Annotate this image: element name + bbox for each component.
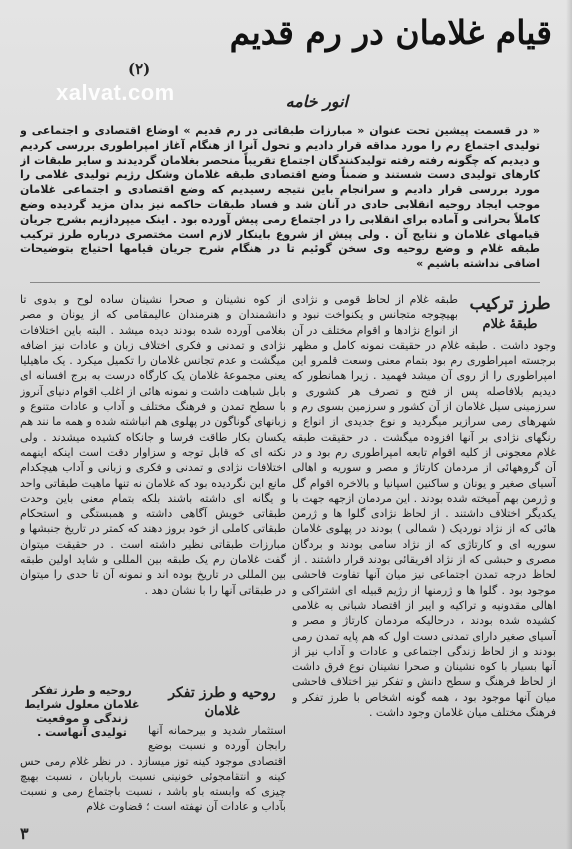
author-name: انور خامه — [285, 92, 348, 111]
page-number: ۳ — [20, 824, 29, 843]
left-bottom-section — [20, 684, 286, 822]
left-column — [20, 292, 286, 822]
right-column — [292, 292, 556, 832]
section-lead: روحیه و طرز تفکر غلامان معلول شرایط زندگی و موقعیت تولیدی آنهاست . — [24, 684, 140, 739]
body-text: طبقه غلام از لحاظ قومی و نژادی بهیچوجه متجانس و یکنواخت نبود و از انواع نژادها و اقوام مختلف در آن وجود داشت . طبقه غلام در حقیقت نمونه کامل و مظهر برجسته امپراطوری رم بود بتمام معنی وسعت قلمرو این امپراطوری را از روی آن میشد فهمید . زیرا همانطور که دیدیم بلافاصله پس از فتح و تصرف هر کشوری و سرزمینی سیل غلامان از آن کشور و سرزمین بسوی رم و شهرهای رمی سرازیر میگردید و نوع جدیدی از انواع و رنگهای نژادی بر آنها افزوده میگشت . در حقیقت طبقه غلام معجونی از کلیه اقوام تابعه امپراطوری رم بود و در آن گروههائی از مردمان کارتاژ و مصر و سوریه و اهالی آسیای صغیر و یونان و ساکنین اسپانیا و بالاخره اقوام گل و ژرمن بهم آمیخته شده بودند . این مردمان ازجهه جهت با یکدیگر اختلاف داشتند . از لحاظ نژادی گلوا ها و ژرمن هائی که از نژاد نوردیک ( شمالی ) بودند در پهلوی غلامان سوریه ای و کارتاژی که از نژاد سامی بودند و بردگان مصری و حبشی که از نژاد افریقائی بودند قرار داشتند . از لحاظ درجه تمدن اجتماعی نیز میان آنها تفاوت فاحشی موجود بود . گلوا ها و ژرمنها از رژیم قبیله ای اشتراکی و اهالی مقدونیه و تراکیه و ایبر از اقتصاد شبانی به غلامی کشیده شده بودند ، درحالیکه مردمان کارتاژ و مصر و آسیای صغیر دارای تمدنی دست اول که هم پایه تمدن رمی بودند و از لحاظ زندگی اجتماعی و عادات و آداب نیز از آنها بسیار با کوه نشینان و صحرا نشینان نوع فرق داشت از لحاظ فرهنگ و سطح دانش و تفکر نیز اختلاف فاحشی میان آنها موجود بود ، همه گونه اشخاص با طرز تفکر و فرهنگ مختلف میان غلامان وجود داشت . — [292, 293, 556, 720]
page-edge-shadow — [566, 0, 572, 849]
subheading-mentality — [158, 684, 286, 721]
article-title: قیام غلامان در رم قدیم — [229, 13, 552, 52]
subheading-line: طبقهٔ غلام — [482, 317, 538, 332]
divider — [30, 282, 540, 283]
intro-summary: « در قسمت پیشین تحت عنوان « مبارزات طبقاتی در رم قدیم » اوضاع اقتصادی و اجتماعی و تولیدی اجتماع رم را مورد مداقه قرار دادیم و تحول آنرا از هنگام آغاز امپراطوری بررسی کردیم و دیدیم که چگونه رفته رفته تولیدکنندگان اجتماع تقریباً منحصر بغلامان گردیدند و سایر طبقات از کارهای تولیدی دست شستند و ضمناً وضع اقتصادی طبقه غلامان وشکل رژیم تولیدی غلامی را مورد بررسی قرار دادیم و سرانجام باین نتیجه رسیدیم که وضع اقتصادی و اجتماعی غلامان موجب ایجاد روحیه انقلابی حادی در آنان شد و فساد طبقات حاکمه نیز بدان مزید گردیده وضع کاملاً بحرانی و آماده برای انقلابی را در اجتماع رمی پیش آورده بود . اینک میپردازیم بشرح جریان قیامهای غلامان و نتایج آن . ولی پیش از شروع باینکار لازم است مختصری درباره طرز ترکیب طبقه غلام و وضع روحیه وی سخن گوئیم تا در هنگام شرح جریان قیامها احتیاج بتوضیحات اضافی نداشته باشیم » — [20, 124, 540, 271]
watermark: xalvat.com — [56, 80, 175, 105]
part-number: (۲) — [128, 60, 151, 78]
subheading-line: غلامان — [204, 704, 240, 719]
body-text: استثمار شدید و بیرحمانه آنها رابجان آورده و نسبت بوضع اقتصادی موجود کینه توز میسازد . در نظر غلام رمی حس کینه و انتقامجوئی خونینی نسبت باربابان ، نسبت بهیچ چیزی که وابسته باو باشد ، نسبت باجتماع رمی و نسبت بآداب و عادات آن نهفته است ؛ قضاوت غلام — [20, 724, 286, 814]
subheading-line: روحیه و طرز تفکر — [168, 685, 276, 701]
body-text: از کوه نشینان و صحرا نشینان ساده لوح و بدوی تا دانشمندان و هنرمندان عالیمقامی که از یونان و مصر بغلامی آورده شده بودند دیده میشد . البته باین اختلافات نژادی و تمدنی و فکری اختلاف زبان و عادات نیز اضافه میگشت و عدم تجانس غلامان را تکمیل میکرد . یک ماهیلیا یعنی مجموعهٔ غلامان یک کارگاه درست به برج افسانه ای بابل شباهت داشت و نمونه هائی از اغلب اقوام دنیای آنروز با سطح تمدن و فرهنگ مختلف و آداب و عادات متنوع و زبانهای گوناگون در پهلوی هم انباشته شده و همه ما نند هم یکسان بکار طاقت فرسا و جانکاه کشیده میشدند . ولی نکته ای که قابل توجه و سزاوار دقت است اینکه اینهمه اختلافات نژادی و تمدنی و فکری و زبانی و آداب هیچکدام مانع این نگردیده بود که غلامان نه تنها ماهیت طبقاتی واحد و یگانه ای داشته باشند بلکه بتمام معنی باین وحدت طبقاتی خویش آگاهی داشته و همبستگی و استحکام طبقاتی کاملی از خود بروز دهند که کمتر در تاریخ جنبشها و مبارزات طبقاتی نظیر داشته است . در حقیقت میتوان گفت غلامان رم یک طبقه بین المللی و شاید اولین طبقه بین المللی در تاریخ بوده اند و نمونه آن تا حدی را میتوان در طبقاتی آنها را با نشان دهد . — [20, 293, 286, 597]
subheading-line: طرز ترکیب — [469, 294, 551, 314]
subheading-composition — [464, 292, 556, 333]
